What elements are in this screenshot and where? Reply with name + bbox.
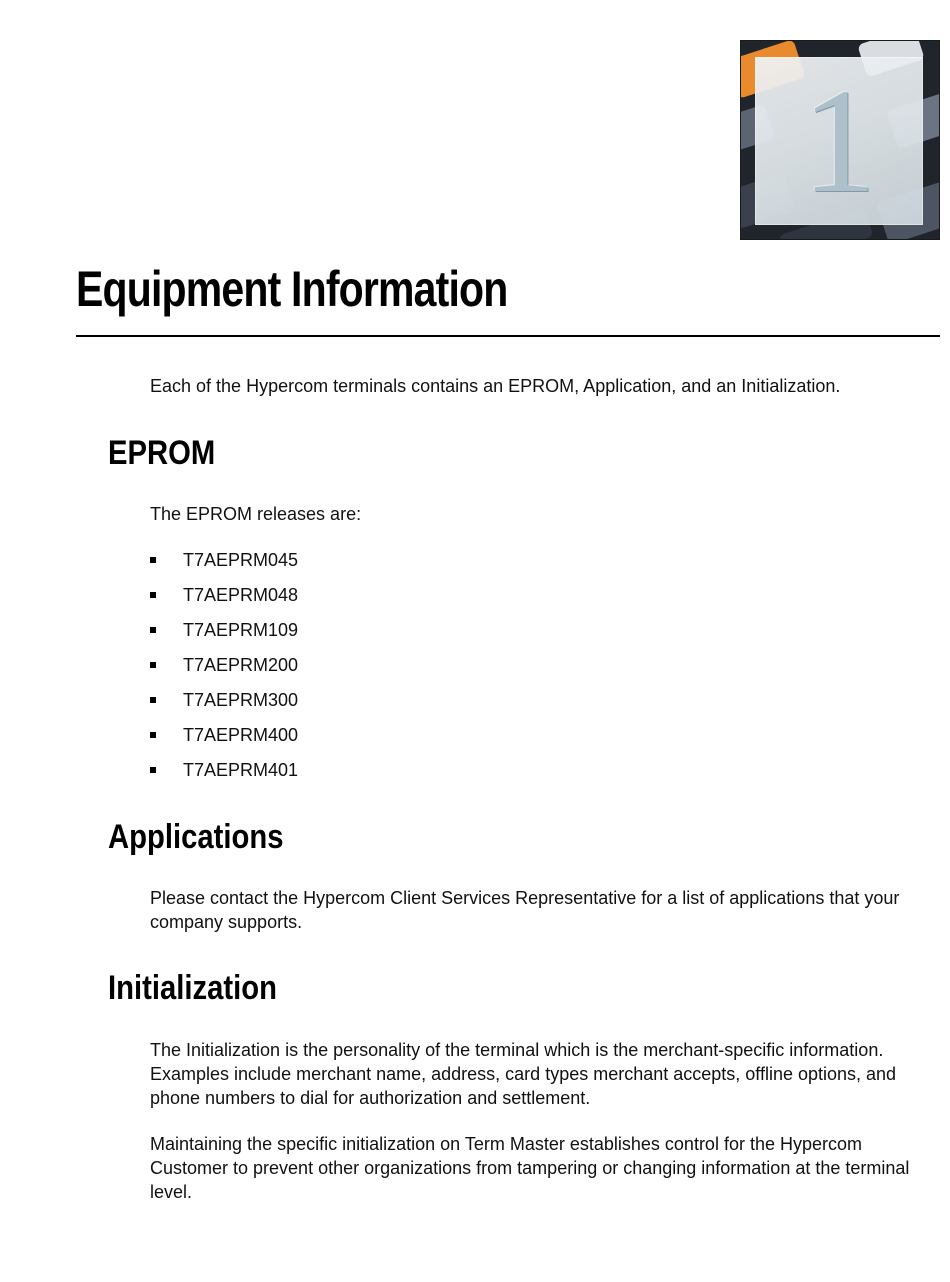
applications-paragraph: Please contact the Hypercom Client Services Representative for a list of applications that your company supports. <box>150 888 900 932</box>
page-title: Equipment Information <box>76 261 508 317</box>
intro-paragraph: Each of the Hypercom terminals contains an EPROM, Application, and an Initialization. <box>150 376 841 396</box>
eprom-release: T7AEPRM401 <box>183 760 299 780</box>
eprom-release: T7AEPRM048 <box>183 585 299 605</box>
bullet-icon <box>150 592 156 598</box>
eprom-release: T7AEPRM109 <box>183 620 299 640</box>
initialization-heading: Initialization <box>108 969 277 1007</box>
initialization-paragraph-2: Maintaining the specific initialization on Term Master establishes control for the Hypercom Customer to prevent other organizations from tampering or changing information at the terminal level. <box>150 1134 910 1202</box>
bullet-icon <box>150 627 156 633</box>
initialization-paragraph-1: The Initialization is the personality of the terminal which is the merchant-specific information. Examples include merchant name, address, card types merchant accepts, offline options, and phone numbers to dial for authorization and settlement. <box>150 1040 897 1108</box>
bullet-icon <box>150 767 156 773</box>
eprom-release: T7AEPRM045 <box>183 550 299 570</box>
bullet-icon <box>150 557 156 563</box>
eprom-lead: The EPROM releases are: <box>150 504 362 524</box>
chapter-number-panel <box>755 57 923 225</box>
title-divider <box>76 335 940 337</box>
chapter-badge <box>740 40 940 240</box>
bullet-icon <box>150 697 156 703</box>
eprom-release: T7AEPRM400 <box>183 725 299 745</box>
eprom-release: T7AEPRM200 <box>183 655 299 675</box>
bullet-icon <box>150 662 156 668</box>
applications-heading: Applications <box>108 818 284 856</box>
eprom-heading: EPROM <box>108 434 216 472</box>
chapter-number: 1 <box>801 58 877 224</box>
eprom-release: T7AEPRM300 <box>183 690 299 710</box>
bullet-icon <box>150 732 156 738</box>
